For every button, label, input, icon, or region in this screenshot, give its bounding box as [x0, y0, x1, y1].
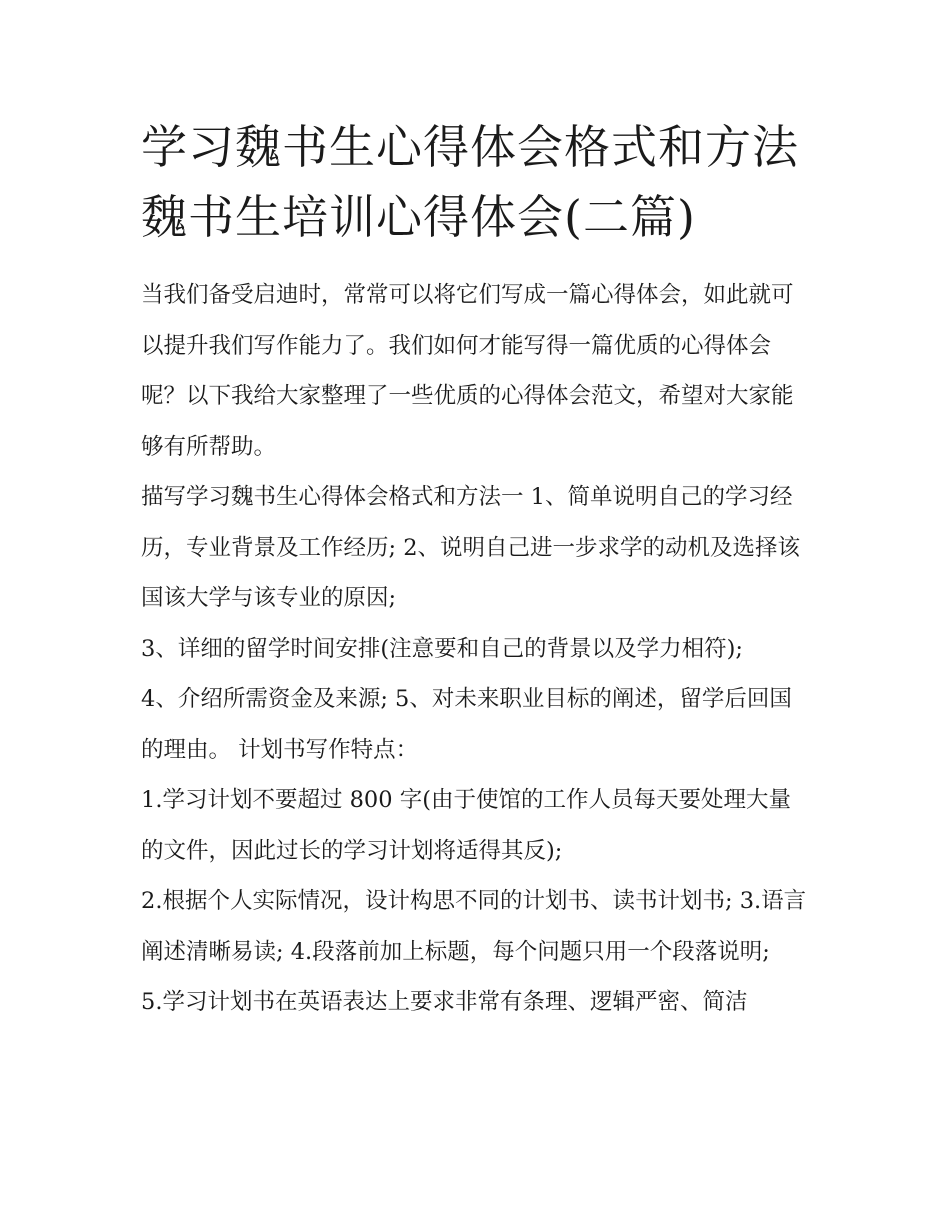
- paragraph-tip-1: 1.学习计划不要超过 800 字(由于使馆的工作人员每天要处理大量的文件，因此过长的学习计划将适得其反);: [141, 787, 791, 864]
- paragraph-points-4-5: 4、介绍所需资金及来源; 5、对未来职业目标的阐述，留学后回国的理由。 计划书写作特点：: [141, 686, 792, 763]
- paragraph-point-3: 3、详细的留学时间安排(注意要和自己的背景以及学力相符);: [141, 635, 743, 662]
- document-page: [141, 112, 813, 1028]
- document-title: 学习魏书生心得体会格式和方法 魏书生培训心得体会(二篇): [141, 120, 799, 244]
- paragraph-format-points-1-2: 描写学习魏书生心得体会格式和方法一 1、简单说明自己的学习经历，专业背景及工作经历; 2、说明自己进一步求学的动机及选择该国该大学与该专业的原因;: [141, 484, 801, 611]
- paragraph-tip-5: 5.学习计划书在英语表达上要求非常有条理、逻辑严密、简洁: [141, 989, 748, 1015]
- paragraph-intro: 当我们备受启迪时，常常可以将它们写成一篇心得体会，如此就可以提升我们写作能力了。我们如何才能写得一篇优质的心得体会呢？以下我给大家整理了一些优质的心得体会范文，希望对大家能够有所帮助。: [141, 282, 794, 460]
- paragraph-tips-2-4: 2.根据个人实际情况，设计构思不同的计划书、读书计划书; 3.语言阐述清晰易读; 4.段落前加上标题，每个问题只用一个段落说明;: [141, 888, 807, 965]
